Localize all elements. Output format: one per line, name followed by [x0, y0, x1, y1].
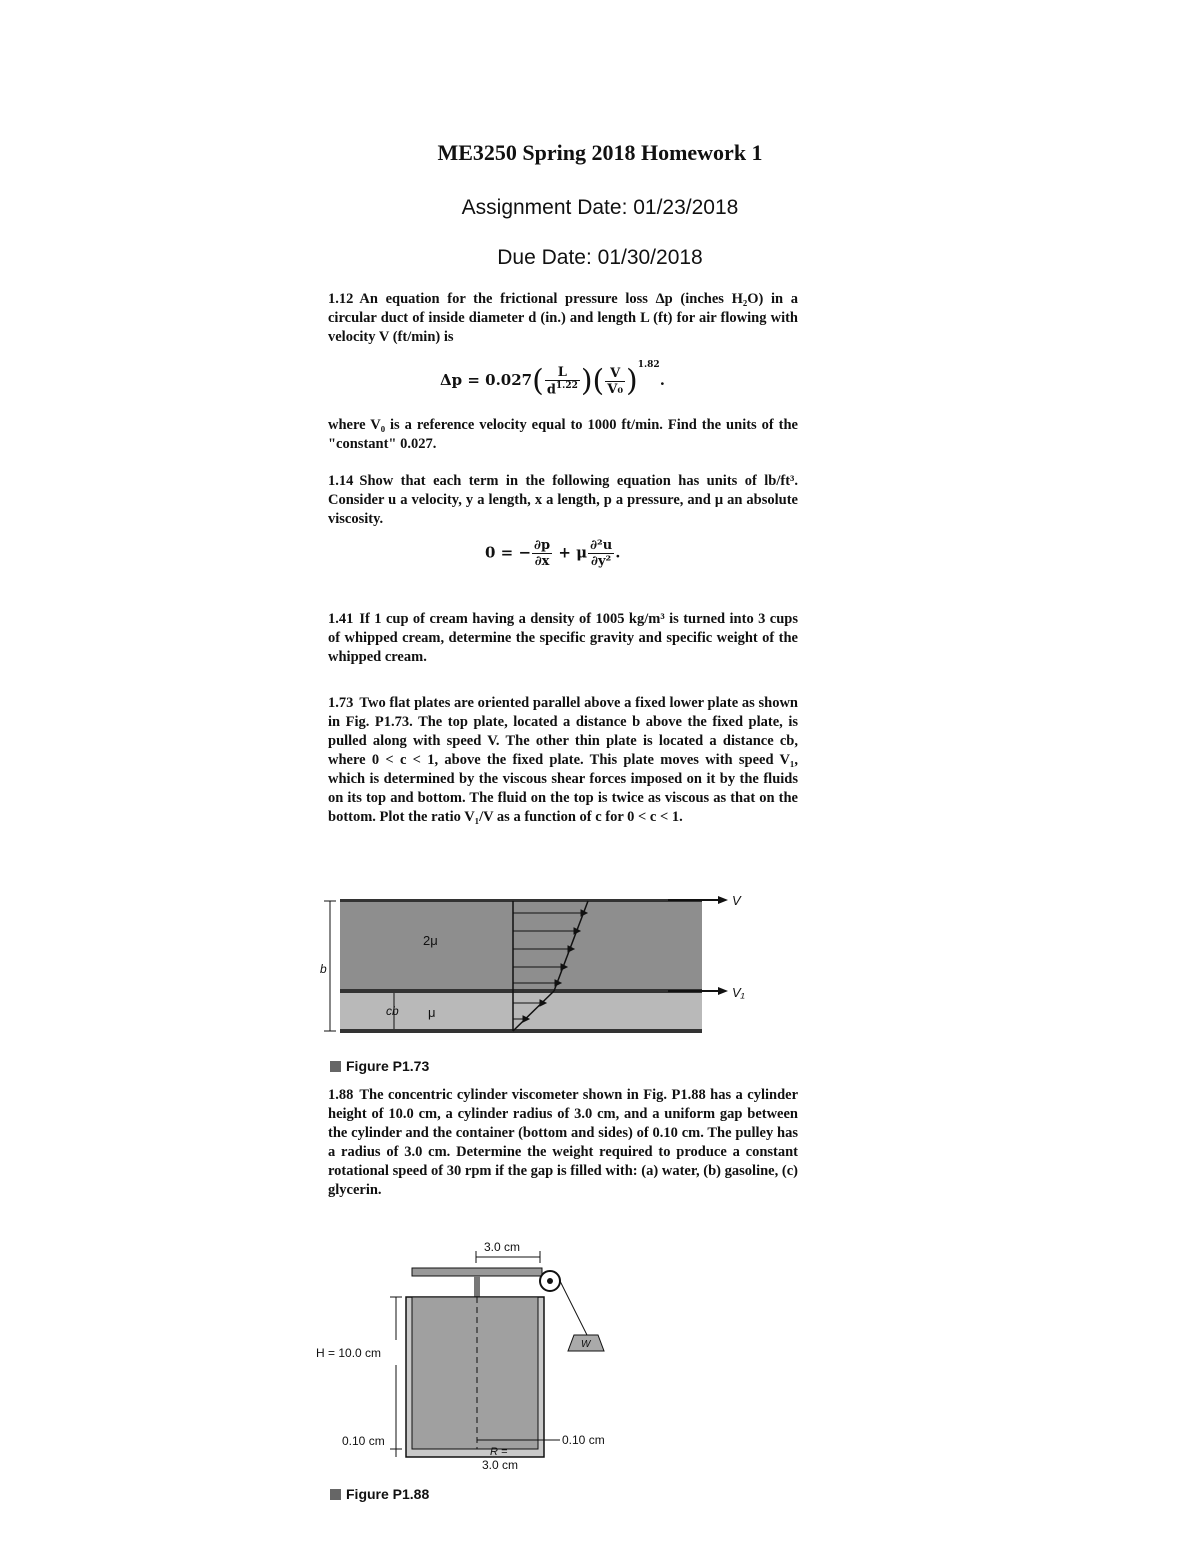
frac-den-dy2: ∂y²	[591, 554, 612, 569]
problem-1-12-after: where V₀ is a reference velocity equal to 1000 ft/min. Find the units of the "constant" 0.027.	[328, 417, 798, 452]
fixed-lower-plate	[340, 1029, 702, 1033]
problem-text: Show that each term in the following equation has units of lb/ft³. Consider u a velocity, y a length, x a length, p a pressure, and μ an absolute viscosity.	[328, 473, 798, 527]
problem-text: If 1 cup of cream having a density of 1005 kg/m³ is turned into 3 cups of whipped cream, determine the specific gravity and specific weight of the whipped cream.	[328, 611, 798, 665]
label-cb: cb	[386, 1004, 399, 1018]
equation-mid: + μ	[558, 543, 588, 562]
label-gap-bottom: 0.10 cm	[342, 1434, 385, 1448]
top-plate	[340, 899, 702, 902]
problem-number: 1.88	[328, 1087, 354, 1103]
due-date: Due Date: 01/30/2018	[497, 246, 703, 269]
problem-1-14	[328, 472, 798, 529]
velocity-exponent: 1.82	[637, 360, 660, 370]
assignment-date: Assignment Date: 01/23/2018	[461, 196, 739, 219]
frac-den-d: d	[546, 382, 556, 398]
label-top-fluid: 2μ	[423, 933, 438, 948]
frac-num-V: V	[605, 366, 625, 382]
page-title: ME3250 Spring 2018 Homework 1	[437, 140, 763, 165]
frac-den-V0: V₀	[607, 381, 624, 397]
frac-num-L: L	[545, 365, 580, 381]
label-bottom-fluid: μ	[428, 1005, 436, 1020]
caption-square-icon	[330, 1061, 341, 1072]
caption-square-icon	[330, 1489, 341, 1500]
frac-num-dp: ∂p	[534, 538, 551, 553]
label-b: b	[320, 962, 327, 976]
label-weight: W	[581, 1339, 591, 1350]
equation-1-14: 0 = − $\frac{\partial p}{\partial x}$ + μ $\frac{\text{∂²u}}{\text{∂y²}}$ .	[485, 538, 621, 569]
middle-plate	[340, 989, 702, 993]
problem-number: 1.12	[328, 291, 354, 307]
problem-1-88	[328, 1086, 798, 1200]
problem-number: 1.41	[328, 611, 354, 627]
label-gap-side: 0.10 cm	[562, 1433, 605, 1447]
problem-number: 1.73	[328, 695, 354, 711]
figure-p1-88	[316, 1235, 670, 1485]
label-height: H = 10.0 cm	[316, 1346, 382, 1360]
top-bar	[412, 1268, 542, 1276]
frac-num-d2u: ∂²u	[590, 538, 613, 553]
problem-text: An equation for the frictional pressure loss Δp (inches H₂O) in a circular duct of inside diameter d (in.) and length L (ft) for air flowing with velocity V (ft/min) is	[328, 291, 798, 345]
equation-lhs: 0 = −	[485, 543, 532, 562]
label-V1: V₁	[732, 985, 745, 1000]
problem-text: The concentric cylinder viscometer shown in Fig. P1.88 has a cylinder height of 10.0 cm, a cylinder radius of 3.0 cm, and a uniform gap between the cylinder and the container (bottom and sides) of 0.10 cm. The pulley has a radius of 3.0 cm. Determine the weight required to produce a constant rotational speed of 30 rpm if the gap is filled with: (a) water, (b) gasoline, (c) glycerin.	[328, 1087, 798, 1198]
label-R-value: 3.0 cm	[482, 1458, 519, 1472]
equation-lhs: Δp = 0.027	[440, 371, 533, 389]
problem-1-73	[328, 694, 798, 827]
label-R: R =	[490, 1446, 508, 1458]
figure-p1-88-caption: Figure P1.88	[330, 1486, 429, 1502]
problem-number: 1.14	[328, 473, 354, 489]
figure-p1-73-caption: Figure P1.73	[330, 1058, 429, 1074]
problem-1-12	[328, 290, 798, 347]
d-exponent: 1.22	[555, 380, 578, 391]
equation-1-12: Δp = 0.027( $\frac{L}{d^{1.22}}$ )( $\frac{V}{\text{V₀}}$ )$^{1.82}$.	[440, 360, 665, 399]
frac-den-dx: ∂x	[534, 554, 550, 569]
problem-text: Two flat plates are oriented parallel above a fixed lower plate as shown in Fig. P1.73. The top plate, located a distance b above the fixed plate, is pulled along with speed V. The other thin plate is located a distance cb, where 0 < c < 1, above the fixed plate. This plate moves with speed V₁, which is determined by the viscous shear forces imposed on it by the fluids on its top and bottom. The fluid on the top is twice as viscous as that on the bottom. Plot the ratio V₁/V as a function of c for 0 < c < 1.	[328, 695, 798, 825]
figure-p1-73	[318, 893, 758, 1043]
problem-1-41	[328, 610, 798, 667]
inner-cylinder	[412, 1297, 538, 1449]
label-V: V	[732, 893, 741, 908]
top-fluid-region	[340, 901, 702, 991]
label-pulley-radius: 3.0 cm	[484, 1240, 521, 1254]
